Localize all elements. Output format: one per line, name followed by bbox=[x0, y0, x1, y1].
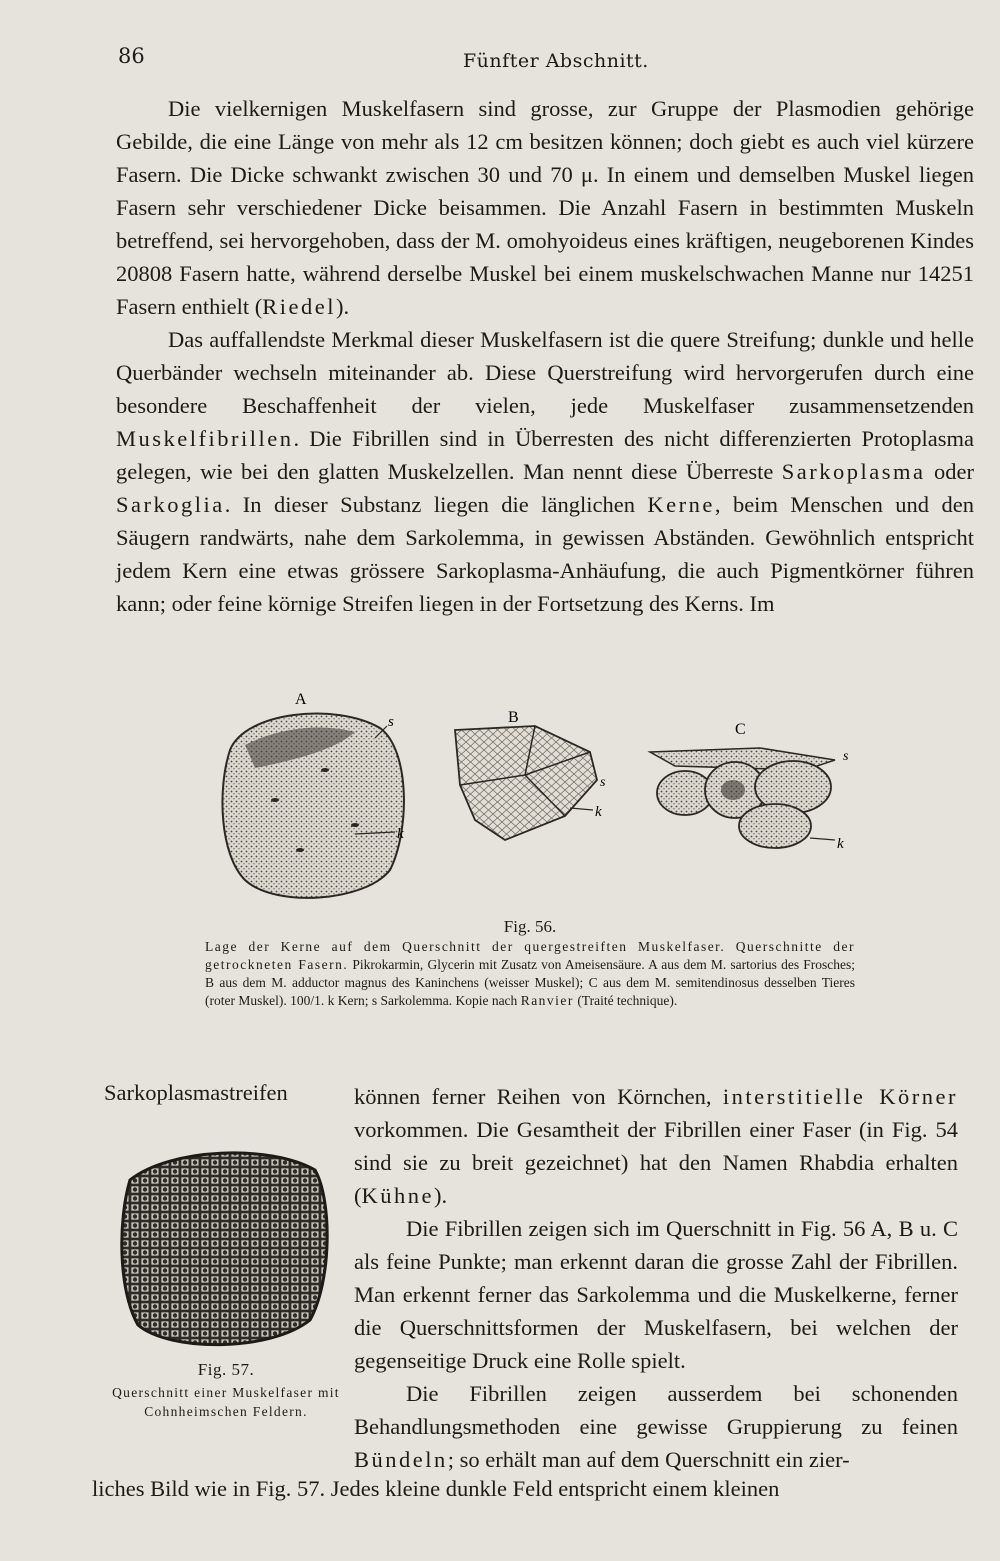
upper-body-text bbox=[116, 92, 974, 620]
figure-56-caption-body: Pikrokarmin, Glycerin mit Zusatz von Ameisensäure. A aus dem M. sartorius des Frosches; B aus dem M. adductor magnus des Kaninchens (weisser Muskel); C aus dem M. semitendinosus desselben Tieres (roter Muskel). 100/1. k Kern; s Sarkolemma. Kopie nach bbox=[205, 957, 855, 1008]
figure-56-illustration bbox=[205, 690, 865, 930]
term-buendeln: Bündeln bbox=[354, 1447, 448, 1472]
figure-57-caption bbox=[108, 1360, 344, 1421]
section-c-dark-center bbox=[721, 780, 745, 800]
last-line: liches Bild wie in Fig. 57. Jedes kleine dunkle Feld entspricht einem kleinen bbox=[92, 1476, 780, 1501]
figure-56-letter-c: C bbox=[735, 721, 746, 738]
figure-56-label: Fig. 56. bbox=[503, 917, 557, 936]
figure-57-fiber-outline bbox=[122, 1153, 327, 1345]
figure-57-drawing bbox=[110, 1140, 340, 1355]
figure-56-caption-title: Lage der Kerne auf dem Querschnitt der quergestreiften Muskelfaser. Querschnitte der getrockneten Fasern. bbox=[205, 939, 855, 972]
figure-56-drawing bbox=[205, 690, 865, 930]
nucleus bbox=[271, 798, 279, 802]
figure-56-caption: Fig. 56. Lage der Kerne auf dem Querschnitt der quergestreiften Muskelfaser. Querschnitte der getrockneten Fasern. Pikrokarmin, Glycerin mit Zusatz von Ameisensäure. A aus dem M. sartorius des Frosches; B aus dem M. adductor magnus des Kaninchens (weisser Muskel); C aus dem M. semitendinosus desselben Tieres (roter Muskel). 100/1. k Kern; s Sarkolemma. Kopie nach Ranvier (Traité technique). bbox=[205, 917, 855, 1008]
figure-56-caption-author: Ranvier bbox=[520, 993, 574, 1008]
running-title: Fünfter Abschnitt. bbox=[463, 50, 649, 72]
figure-56-letter-b: B bbox=[508, 709, 519, 726]
nucleus bbox=[351, 823, 359, 827]
page-number: 86 bbox=[118, 44, 145, 68]
author-name: Riedel bbox=[262, 294, 336, 319]
nucleus bbox=[321, 768, 329, 772]
figure-56-label-s-c: s bbox=[843, 749, 849, 764]
label-line-k-c bbox=[810, 838, 835, 840]
figure-56-label-k-b: k bbox=[595, 804, 602, 820]
figure-57-caption-text: Querschnitt einer Muskelfaser mit Cohnheimschen Feldern. bbox=[112, 1385, 340, 1419]
figure-57-label: Fig. 57. bbox=[197, 1360, 255, 1379]
paragraph-interstitial: können ferner Reihen von Körnchen, interstitielle Körner vorkommen. Die Gesamtheit der Fibrillen einer Faser (in Fig. 54 sind sie zu breit gezeichnet) hat den Namen Rhabdia erhalten (Kühne). bbox=[354, 1084, 958, 1208]
figure-56-label-s: s bbox=[388, 714, 394, 730]
term-sarkoplasma: Sarkoplasma bbox=[781, 459, 926, 484]
figure-56-letter-a: A bbox=[295, 691, 307, 708]
author-kuehne: Kühne bbox=[361, 1183, 434, 1208]
nucleus bbox=[296, 848, 304, 852]
figure-56-label-k-c: k bbox=[837, 836, 844, 852]
label-line-k-b bbox=[570, 808, 593, 810]
figure-57-illustration bbox=[110, 1140, 340, 1355]
paragraph-striation: Das auffallendste Merkmal dieser Muskelfasern ist die quere Streifung; dunkle und helle Querbänder wechseln miteinander ab. Diese Querstreifung wird hervorgerufen durch eine besondere Beschaffenheit der vielen, jede Muskelfaser zusammensetzenden Muskelfibrillen. Die Fibrillen sind in Überresten des nicht differenzierten Protoplasma gelegen, wie bei den glatten Muskelzellen. Man nennt diese Überreste Sarkoplasma oder Sarkoglia. In dieser Substanz liegen die länglichen Kerne, beim Menschen und den Säugern randwärts, nahe dem Sarkolemma, in gewissen Abständen. Gewöhnlich entspricht jedem Kern eine etwas grössere Sarkoplasma-Anhäufung, die auch Pigmentkörner führen kann; oder feine körnige Streifen liegen in der Fortsetzung des Kerns. Im bbox=[116, 327, 974, 616]
term-muskelfibrillen: Muskelfibrillen bbox=[116, 426, 294, 451]
running-head bbox=[118, 44, 920, 74]
figure-56-label-k: k bbox=[397, 826, 404, 842]
section-c-fiber bbox=[739, 804, 811, 848]
lower-first-word: Sarkoplasmastreifen bbox=[104, 1080, 288, 1105]
term-interstitielle-koerner: interstitielle Körner bbox=[722, 1084, 958, 1109]
paragraph-fibrils-cross-section: Die Fibrillen zeigen sich im Querschnitt in Fig. 56 A, B u. C als feine Punkte; man erkennt daran die grosse Zahl der Fibrillen. Man erkennt ferner das Sarkolemma und die Muskelkerne, ferner die Querschnittsformen der Muskelfasern, bei welchen der gegenseitige Druck eine Rolle spielt. bbox=[354, 1216, 958, 1373]
lower-body-text bbox=[354, 1080, 958, 1476]
term-sarkoglia: Sarkoglia bbox=[116, 492, 225, 517]
paragraph-muscle-fibers: Die vielkernigen Muskelfasern sind grosse, zur Gruppe der Plasmodien gehörige Gebilde, die eine Länge von mehr als 12 cm besitzen können; doch giebt es auch viel kürzere Fasern. Die Dicke schwankt zwischen 30 und 70 μ. In einem und demselben Muskel liegen Fasern sehr verschiedener Dicke beisammen. Die Anzahl Fasern in bestimmten Muskeln betreffend, sei hervorgehoben, dass der M. omohyoideus eines kräftigen, neugeborenen Kindes 20808 Fasern hatte, während derselbe Muskel bei einem muskelschwachen Manne nur 14251 Fasern enthielt (Riedel). bbox=[116, 96, 974, 319]
figure-56-label-s-b: s bbox=[600, 775, 606, 790]
paragraph-bundles: Die Fibrillen zeigen ausserdem bei schonenden Behandlungsmethoden eine gewisse Gruppierung zu feinen Bündeln; so erhält man auf dem Querschnitt ein zier- bbox=[354, 1381, 958, 1472]
term-kerne: Kerne bbox=[647, 492, 715, 517]
